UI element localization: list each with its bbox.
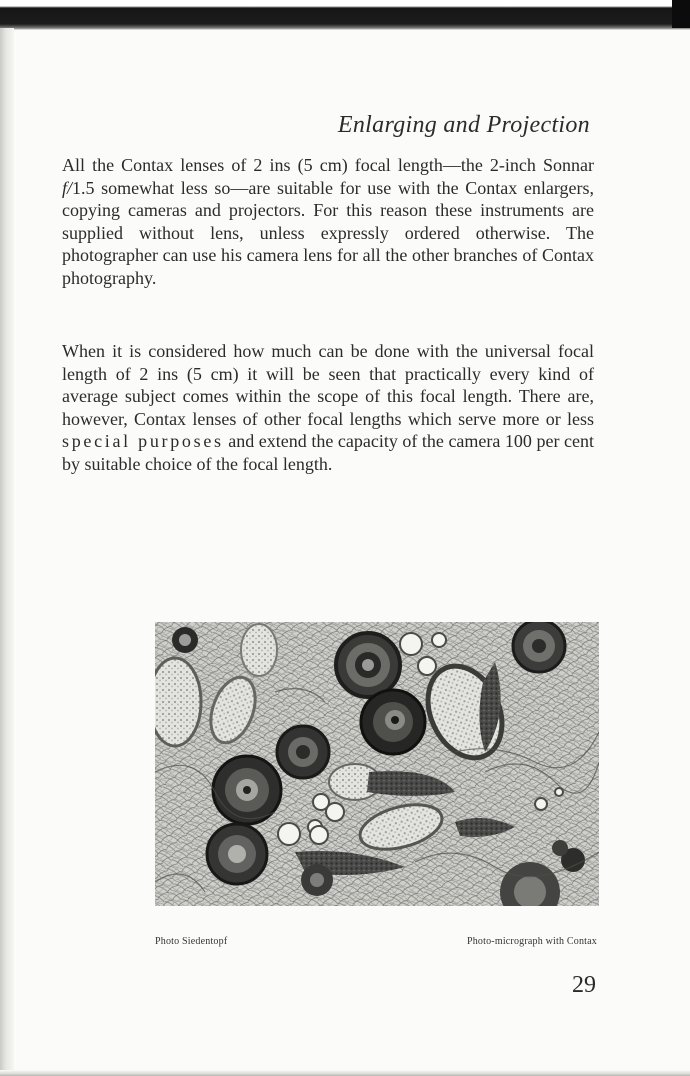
follicle-large-2: [361, 690, 425, 754]
follicle-large-6: [513, 622, 565, 672]
paragraph-lenses-enlargers: [62, 154, 594, 289]
paragraph-2-text-start: When it is considered how much can be done with the universal focal length of 2 ins (5 cm) it will be seen that practically every kind of average subject comes within the scope of this focal length. There are, however, Contax lenses of other focal lengths which serve more or less: [62, 341, 594, 429]
page-heading: Enlarging and Projection: [337, 112, 590, 138]
scan-bottom-edge: [0, 1070, 690, 1076]
photo-credit: Photo Siedentopf: [155, 936, 228, 947]
follicle-large-1: [336, 633, 400, 697]
page-number: 29: [572, 972, 596, 998]
photo-micrograph: [155, 622, 599, 906]
follicle-large-5: [207, 824, 267, 884]
paragraph-1-text-end: 1.5 somewhat less so—are suitable for use with the Contax enlargers, copying cameras and projectors. For this reason these instruments are supplied without lens, unless expressly ordered otherwise. The photographer can use his camera lens for all the other branches of Contax photography.: [62, 177, 594, 288]
scan-left-edge: [0, 28, 14, 1076]
paragraph-2-text-end: and extend the capacity of the camera 100 per cent by suitable choice of the focal length.: [62, 431, 594, 474]
scan-top-edge: [0, 0, 690, 30]
paragraph-1-text-start: All the Contax lenses of 2 ins (5 cm) focal length—the 2-inch Sonnar: [62, 155, 594, 175]
emphasized-phrase: special purposes: [62, 431, 224, 451]
paragraph-focal-lengths: [62, 340, 594, 475]
figure-caption: Photo-micrograph with Contax: [466, 936, 597, 947]
scan-top-right-corner: [672, 0, 690, 28]
follicle-large-3: [277, 726, 329, 778]
micrograph-image: [155, 622, 599, 906]
aperture-symbol: f/: [62, 177, 73, 198]
